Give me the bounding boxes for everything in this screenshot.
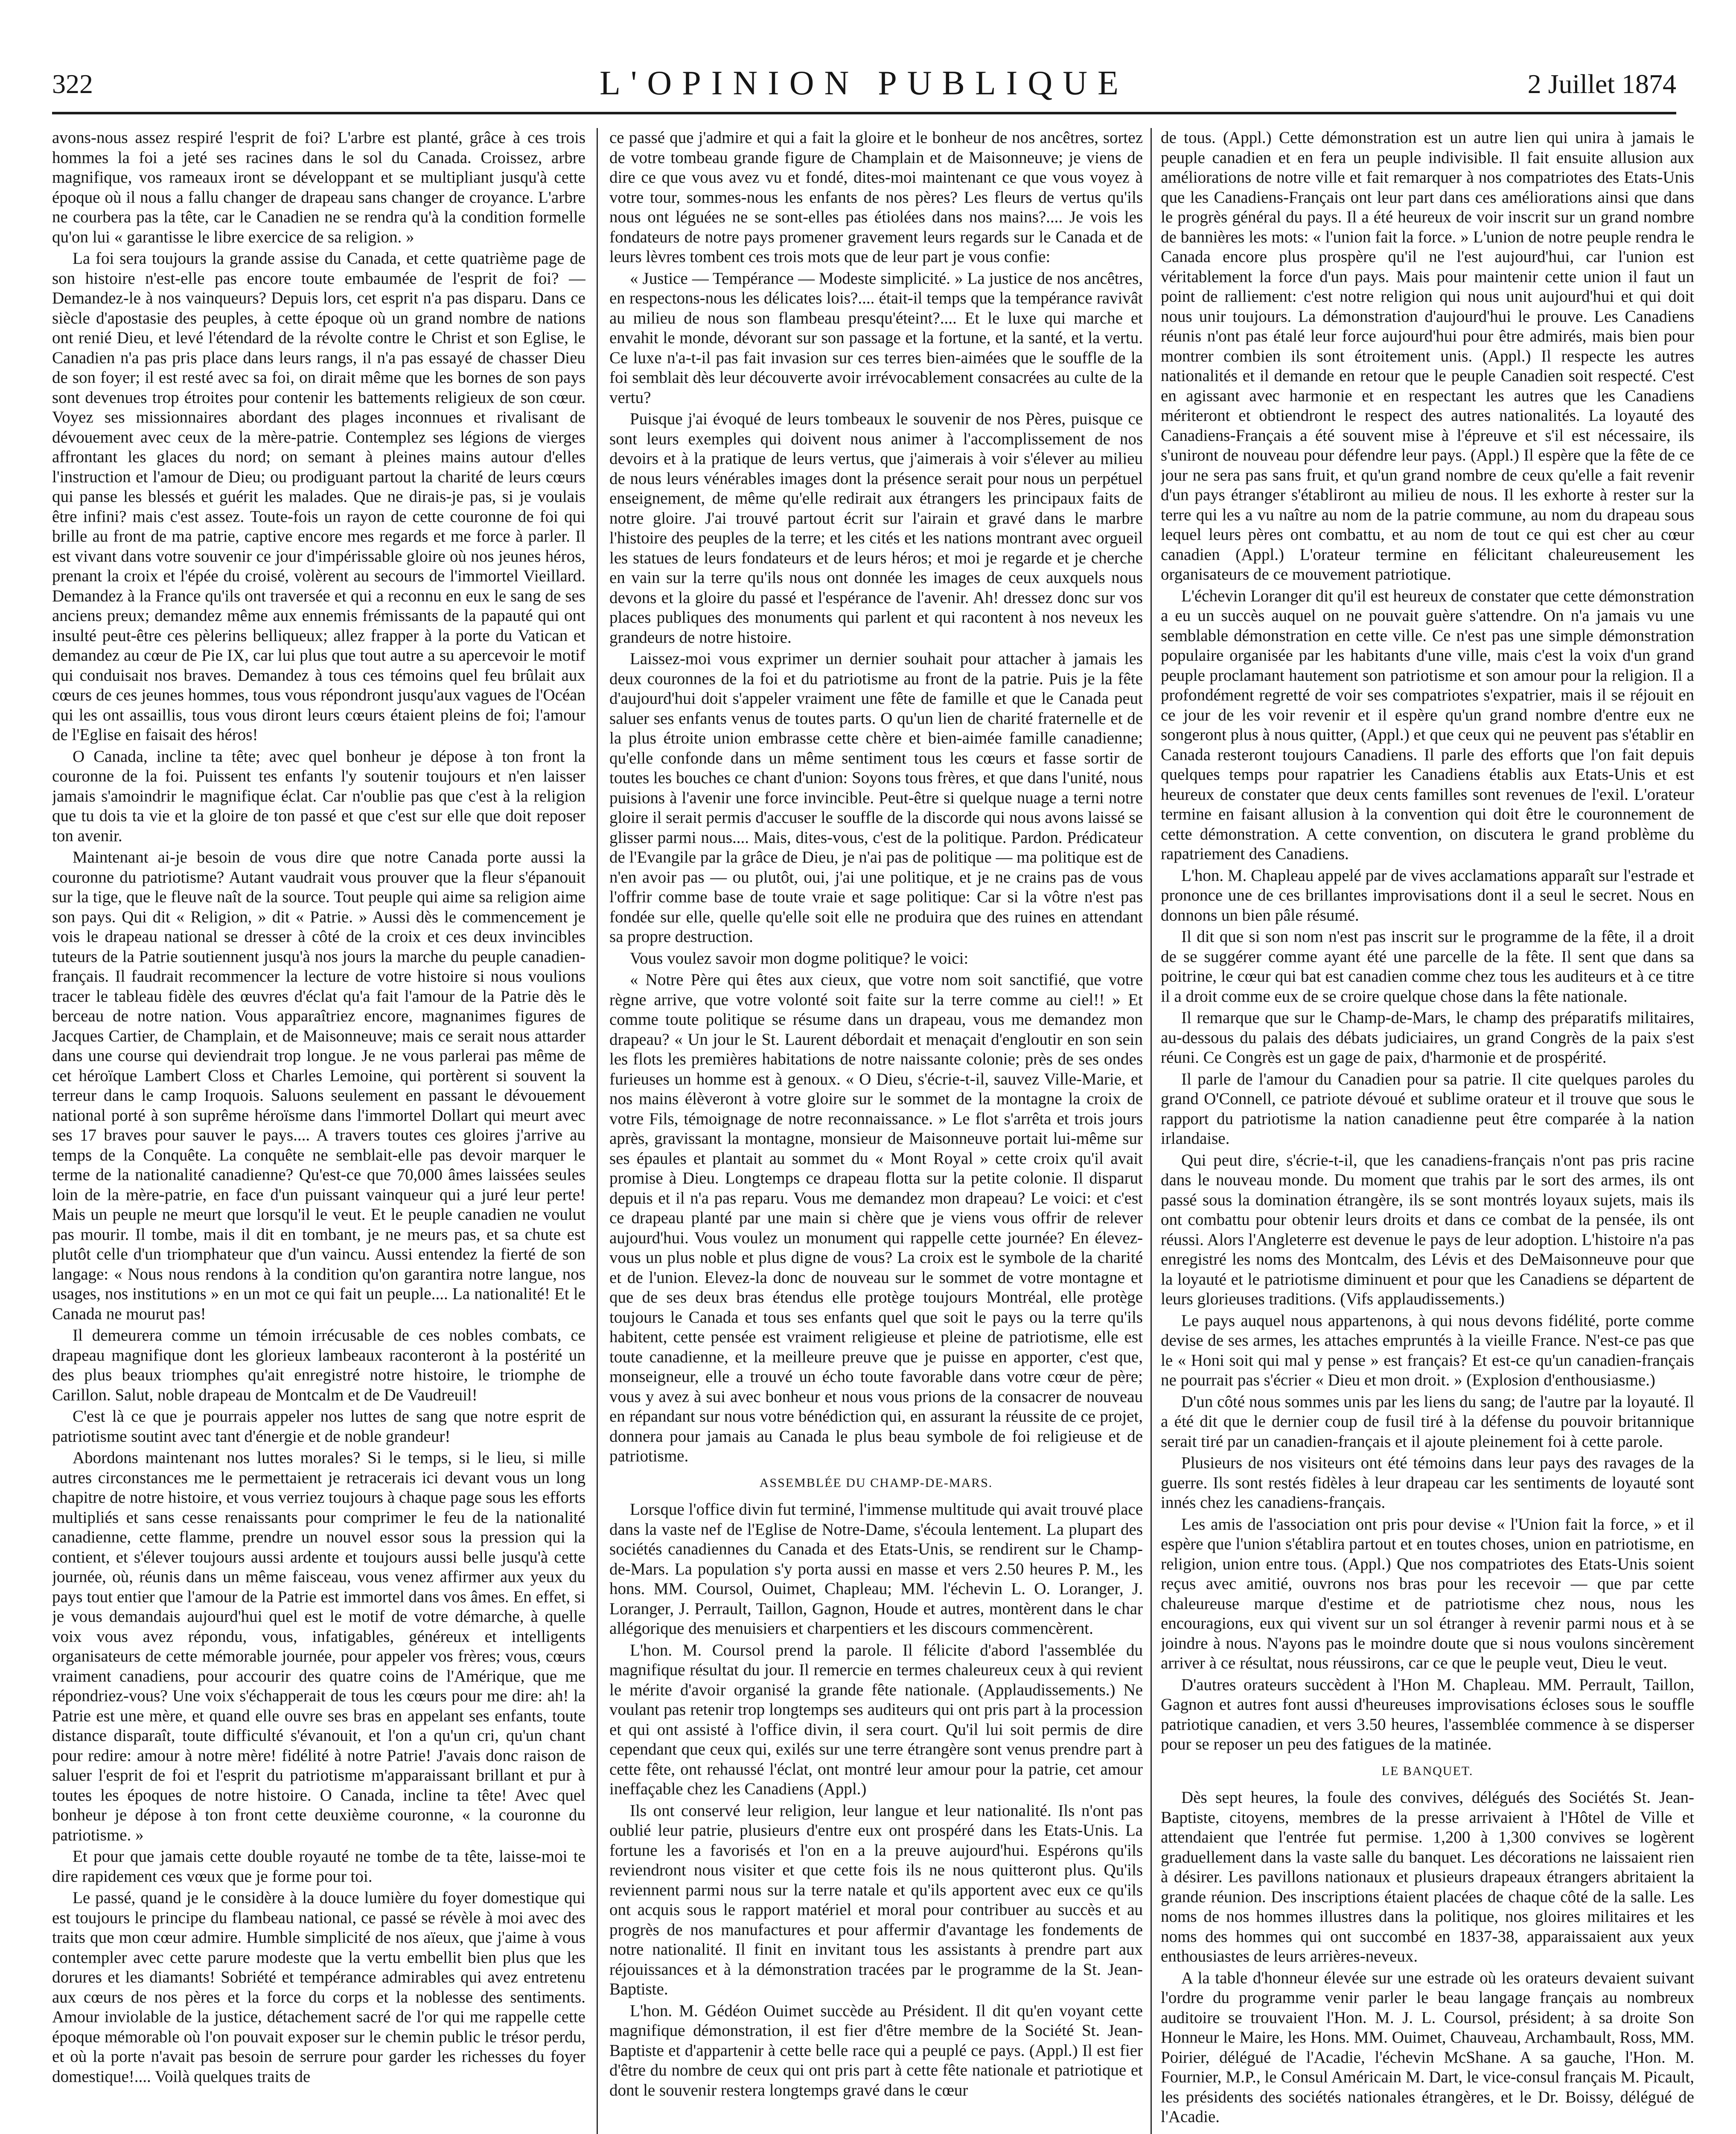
paragraph: Il parle de l'amour du Canadien pour sa patrie. Il cite quelques paroles du grand O'Connell, ce patriote dévoué et sublime orateur et il trouve que sous le rapport du patriotisme la nation canadienne peut être comparée à la nation irlandaise. [1161, 1070, 1694, 1148]
paragraph: ce passé que j'admire et qui a fait la gloire et le bonheur de nos ancêtres, sortez de votre tombeau grande figure de Champlain et de Maisonneuve; je viens de dire ce que vous avez vu et fondé, dites-moi maintenant ce que vous voyez à votre tour, sommes-nous les enfants de nos pères? Les fleurs de vertus qu'ils nous ont léguées ne se sont-elles pas étiolées dans nos mains?.... Je vois les fondateurs de notre pays promener gravement leurs regards sur le Canada et de leurs lèvres tombent ces trois mots que de leur part je vous confie: [609, 128, 1143, 266]
paragraph: Maintenant ai-je besoin de vous dire que notre Canada porte aussi la couronne du patriotisme? Autant vaudrait vous prouver que la fleur s'épanouit sur la tige, que le fleuve naît de la source. Tout peuple qui aime sa religion aime son pays. Qui dit « Religion, » dit « Patrie. » Aussi dès le commencement je vois le drapeau national se dresser à côté de la croix et ces deux invincibles tuteurs de la Patrie soutiennent jusqu'à nos jours la marche du peuple canadien-français. Il faudrait recommencer la lecture de votre histoire si nous voulions tracer le tableau fidèle des œuvres d'éclat qu'a fait l'amour de la Patrie dès le berceau de notre nation. Vous apparaîtriez encore, magnanimes figures de Jacques Cartier, de Champlain, et de Maisonneuve; mais ce serait nous attarder dans une course qui deviendrait trop longue. Je ne vous parlerai pas même de cet héroïque Lambert Closs et Charles Lemoine, qui portèrent si souvent la terreur dans le camp Iroquois. Saluons seulement en passant le dévouement national porté à son suprême héroïsme dans l'immortel Dollart qui meurt avec ses 17 braves pour sauver le pays.... A travers toutes ces gloires j'arrive au temps de la Conquête. La conquête ne semblait-elle pas devoir marquer le terme de la nationalité canadienne? Qu'est-ce que 70,000 âmes laissées seules loin de la mère-patrie, en face d'un puissant vainqueur qui a juré leur perte! Mais un peuple ne meurt que lorsqu'il le veut. Et le peuple canadien ne voulut pas mourir. Il tombe, mais il dit en tombant, je ne meurs pas, et sa chute est plutôt celle d'un triomphateur que d'un vaincu. Aussi entendez la fierté de son langage: « Nous nous rendons à la condition qu'on garantira notre langue, nos usages, nos institutions » en un mot ce qui fait un peuple.... La nationalité! Et le Canada ne mourut pas! [52, 848, 585, 1323]
paragraph: La foi sera toujours la grande assise du Canada, et cette quatrième page de son histoire n'est-elle pas encore toute embaumée de l'esprit de foi? — Demandez-le à nos vainqueurs? Depuis lors, cet esprit n'a pas disparu. Dans ce siècle d'apostasie des peuples, à cette époque où un grand nombre de nations ont renié Dieu, et levé l'étendard de la révolte contre le Christ et son Eglise, le Canadien n'a pas pris place dans leurs rangs, il n'a pas essayé de chasser Dieu de son foyer; il est resté avec sa foi, on dirait même que les bornes de son pays sont devenues trop étroites pour contenir les battements religieux de son cœur. Voyez ses missionnaires abordant des plages inconnues et rivalisant de dévouement avec ceux de la mère-patrie. Contemplez ses légions de vierges affrontant les glaces du nord; on semant à pleines mains autour d'elles l'instruction et l'amour de Dieu; ou prodiguant partout la charité de leurs cœurs qui panse les blessés et guérit les malades. Que ne dirais-je pas, si je voulais être infini? mais c'est assez. Toute-fois un rayon de cette couronne de foi qui brille au front de ma patrie, captive encore mes regards et me force à parler. Il est vivant dans votre souvenir ce jour d'impérissable gloire où nos jeunes héros, prenant la croix et l'épée du croisé, volèrent au secours de l'immortel Vieillard. Demandez à la France qu'ils ont traversée et qui a reconnu en eux le sang de ses anciens preux; demandez même aux ennemis frémissants de la papauté qui ont insulté peut-être ces pèlerins belliqueux; allez frapper à la porte du Vatican et demandez au cœur de Pie IX, car lui plus que tout autre a su apercevoir le motif qui conduisait nos braves. Demandez à tous ces témoins quel feu brûlait aux cœurs de ces jeunes hommes, tous vous répondront jusqu'aux vagues de l'Océan qui les ont assaillis, tous vous diront leurs cœurs étaient pleins de foi; l'amour de l'Eglise en faisait des héros! [52, 249, 585, 744]
column-3 [1161, 128, 1694, 2134]
paragraph: D'un côté nous sommes unis par les liens du sang; de l'autre par la loyauté. Il a été dit que le dernier coup de fusil tiré à la défense du pouvoir britannique serait tiré par un canadien-français et il ajoute pleinement foi à cette parole. [1161, 1392, 1694, 1451]
paragraph: Le pays auquel nous appartenons, à qui nous devons fidélité, porte comme devise de ses armes, les attaches empruntés à la vieille France. N'est-ce pas que le « Honi soit qui mal y pense » est français? Et est-ce qu'un canadien-français ne pourrait pas s'écrier « Dieu et mon droit. » (Explosion d'enthousiasme.) [1161, 1311, 1694, 1389]
paragraph: L'hon. M. Chapleau appelé par de vives acclamations apparaît sur l'estrade et prononce une de ces brillantes improvisations dont il a seul le secret. Nous en donnons un bien pâle résumé. [1161, 866, 1694, 924]
paragraph: Dès sept heures, la foule des convives, délégués des Sociétés St. Jean-Baptiste, citoyens, membres de la presse arrivaient à l'Hôtel de Ville et attendaient que l'entrée fut permise. 1,200 à 1,300 convives se logèrent graduellement dans la vaste salle du banquet. Les décorations ne laissaient rien à désirer. Les pavillons nationaux et plusieurs drapeaux étrangers abritaient la grande réunion. Des inscriptions étaient placées de chaque côté de la salle. Les noms de nos hommes illustres dans la politique, nos gloires militaires et les noms des hommes qui ont succombé en 1837-38, apparaissaient aux yeux enthousiastes de leurs arrières-neveux. [1161, 1788, 1694, 1965]
paragraph: Il remarque que sur le Champ-de-Mars, le champ des préparatifs militaires, au-dessous du palais des débats judiciaires, un grand Congrès de la paix s'est réuni. Ce Congrès est un gage de paix, d'harmonie et de prospérité. [1161, 1009, 1694, 1067]
page-header [52, 64, 1676, 111]
paragraph: Le passé, quand je le considère à la douce lumière du foyer domestique qui est toujours le principe du flambeau national, ce passé se révèle à moi avec des traits que mon cœur admire. Humble simplicité de nos aïeux, que j'aime à vous contempler avec cette parure modeste que la vertu embellit bien plus que les dorures et les diamants! Sobriété et tempérance admirables qui avez entretenu aux cœurs de nos pères et la force du corps et la noblesse des sentiments. Amour inviolable de la justice, détachement sacré de l'or qui me rappelle cette époque mémorable où l'on pouvait exposer sur le chemin public le trésor perdu, et où la porte n'avait pas besoin de serrure pour garder les richesses du foyer domestique!.... Voilà quelques traits de [52, 1889, 585, 2086]
paragraph: D'autres orateurs succèdent à l'Hon M. Chapleau. MM. Perrault, Taillon, Gagnon et autres font aussi d'heureuses improvisations écloses sous le souffle patriotique canadien, et vers 3.50 heures, l'assemblée commence à se disperser pour se reposer un peu des fatigues de la matinée. [1161, 1675, 1694, 1753]
paragraph: Ils ont conservé leur religion, leur langue et leur nationalité. Ils n'ont pas oublié leur patrie, plusieurs d'entre eux ont prospéré dans les Etats-Unis. La fortune les a favorisés et l'on en a la preuve aujourd'hui. Espérons qu'ils reviendront nous visiter et que cette fois ils ne nous quitteront plus. Qu'ils reviennent parmi nous sur la terre natale et qu'ils apportent avec eux ce qu'ils ont acquis sous le rapport matériel et moral pour contribuer au succès et au progrès de nos manufactures et pour affermir d'avantage les fondements de notre nationalité. Il finit en invitant tous les assistants à prendre part aux réjouissances et à la démonstration tracées par le programme de la St. Jean-Baptiste. [609, 1801, 1143, 1998]
paragraph: Lorsque l'office divin fut terminé, l'immense multitude qui avait trouvé place dans la vaste nef de l'Eglise de Notre-Dame, s'écoula lentement. La plupart des sociétés canadiennes du Canada et des Etats-Unis, se rendirent sur le Champ-de-Mars. La population s'y porta aussi en masse et vers 2.50 heures P. M., les hons. MM. Coursol, Ouimet, Chapleau; MM. l'échevin L. O. Loranger, J. Loranger, J. Perrault, Taillon, Gagnon, Houde et autres, montèrent dans le char allégorique des menuisiers et charpentiers et les discours commencèrent. [609, 1500, 1143, 1638]
newspaper-title: L'OPINION PUBLIQUE [600, 64, 1129, 102]
paragraph: Laissez-moi vous exprimer un dernier souhait pour attacher à jamais les deux couronnes de la foi et du patriotisme au front de la patrie. Puis je la fête d'aujourd'hui doit s'appeler vraiment une fête de famille et que le Canada peut saluer ses enfants venus de toutes parts. O qu'un lien de charité fraternelle et de la plus étroite union embrasse cette chère et bien-aimée famille canadienne; qu'elle confonde dans un même sentiment tous les cœurs et fasse sortir de toutes les bouches ce chant d'union: Soyons tous frères, et que dans l'unité, nous puisions à l'avenir une force invincible. Peut-être si quelque nuage a terni notre gloire il serait permis d'accuser le souffle de la discorde qui nous avons laissé se glisser parmi nous.... Mais, dites-vous, c'est de la politique. Pardon. Prédicateur de l'Evangile par la grâce de Dieu, je n'ai pas de politique — ma politique est de n'en avoir pas — ou plutôt, oui, j'ai une politique, et je ne crains pas de vous l'offrir comme base de toute vraie et sage politique: Car si la vôtre n'est pas fondée sur elle, quelle qu'elle soit elle ne produira que des ruines en attendant sa propre destruction. [609, 650, 1143, 946]
column-divider [1151, 128, 1152, 2134]
paragraph: Abordons maintenant nos luttes morales? Si le temps, si le lieu, si mille autres circonstances me le permettaient je retracerais ici devant vous un long chapitre de notre histoire, et vous verriez toujours à chaque page sous les efforts multipliés et sans cesse renaissants pour comprimer le feu de la nationalité canadienne, cette flamme, prendre un nouvel essor sous la pression qui la contient, et s'élever toujours aussi ardente et toujours aussi belle jusqu'à cette journée, où, réunis dans un même faisceau, vous venez affirmer aux yeux du pays tout entier que l'amour de la Patrie est immortel dans vos âmes. En effet, si je vous demandais aujourd'hui quel est le motif de votre démarche, à quelle voix vous avez répondu, vous, infatigables, généreux et intelligents organisateurs de cette mémorable journée, pour appeler vos frères; vous, cœurs vraiment canadiens, pour accourir des quatre coins de l'Amérique, que me répondriez-vous? Une voix s'échapperait de tous les cœurs pour me dire: ah! la Patrie est une mère, et quand elle ouvre ses bras en appelant ses enfants, toute distance disparaît, toute difficulté s'évanouit, et l'on a qu'un cri, qu'un chant pour redire: amour à notre mère! fidélité à notre Patrie! J'avais donc raison de saluer l'esprit de foi et l'esprit du patriotisme m'apparaissant brillant et pur à toutes les époques de notre histoire. O Canada, incline ta tête! Avec quel bonheur je dépose à ton front cette deuxième couronne, « la couronne du patriotisme. » [52, 1449, 585, 1844]
paragraph: avons-nous assez respiré l'esprit de foi? L'arbre est planté, grâce à ces trois hommes la foi a jeté ses racines dans le sol du Canada. Croissez, arbre magnifique, vos rameaux iront se développant et se multipliant jusqu'à cette époque où il nous a fallu changer de drapeau sans changer de croyance. L'arbre ne courbera pas la tête, car le Canadien ne se rendra qu'à la condition formelle qu'on lui « garantisse le libre exercice de sa religion. » [52, 128, 585, 246]
header-rule [52, 112, 1676, 114]
paragraph: Il dit que si son nom n'est pas inscrit sur le programme de la fête, il a droit de se suggérer comme ayant été une parcelle de la fête. Il sent que dans sa poitrine, le cœur qui bat est canadien comme chez tous les auditeurs et à ce titre il a droit comme eux de se croire quelque chose dans la fête nationale. [1161, 927, 1694, 1006]
paragraph: Et pour que jamais cette double royauté ne tombe de ta tête, laisse-moi te dire rapidement ces vœux que je forme pour toi. [52, 1847, 585, 1886]
column-1 [52, 128, 585, 2134]
paragraph: Qui peut dire, s'écrie-t-il, que les canadiens-français n'ont pas pris racine dans le nouveau monde. Du moment que trahis par le sort des armes, ils ont passé sous la domination étrangère, ils se sont montrés loyaux sujets, mais ils ont combattu pour obtenir leurs droits et dans ce combat de la pensée, ils ont réussi. Alors l'Angleterre est devenue le pays de leur adoption. L'histoire n'a pas enregistré les noms des Montcalm, des Lévis et des DeMaisonneuve pour que la loyauté et le patriotisme diminuent et pour que les Canadiens se départent de leurs glorieuses traditions. (Vifs applaudissements.) [1161, 1151, 1694, 1308]
section-heading: ASSEMBLÉE DU CHAMP-DE-MARS. [759, 1475, 993, 1490]
paragraph: C'est là ce que je pourrais appeler nos luttes de sang que notre esprit de patriotisme soutint avec tant d'énergie et de noble grandeur! [52, 1407, 585, 1446]
column-2 [609, 128, 1143, 2134]
section-heading: LE BANQUET. [1381, 1764, 1474, 1778]
issue-date: 2 Juillet 1874 [1527, 69, 1676, 99]
paragraph: « Justice — Tempérance — Modeste simplicité. » La justice de nos ancêtres, en respectons-nous les délicates lois?.... était-il temps que la tempérance ravivât au milieu de nous son flambeau presqu'éteint?.... Et le luxe qui marche et envahit le monde, dévorant sur son passage et la fortune, et la santé, et la vertu. Ce luxe n'a-t-il pas fait invasion sur ces terres bien-aimées que le souffle de la foi semblait dès leur découverte avoir irrévocablement consacrées au culte de la vertu? [609, 269, 1143, 407]
paragraph: Vous voulez savoir mon dogme politique? le voici: [630, 949, 969, 968]
paragraph: O Canada, incline ta tête; avec quel bonheur je dépose à ton front la couronne de la foi. Puissent tes enfants l'y soutenir toujours et n'en laisser jamais s'amoindrir le magnifique éclat. Car n'oublie pas que c'est à la religion que tu dois ta vie et la gloire de ton passé et que c'est sur elle que doit reposer ton avenir. [52, 747, 585, 845]
paragraph: A la table d'honneur élevée sur une estrade où les orateurs devaient suivant l'ordre du programme venir parler le beau langage français au nombreux auditoire se trouvaient l'Hon. M. J. L. Coursol, président; à sa droite Son Honneur le Maire, les Hons. MM. Ouimet, Chauveau, Archambault, Ross, MM. Poirier, délégué de l'Acadie, l'échevin McShane. A sa gauche, l'Hon. M. Fournier, M.P., le Consul Américain M. Dart, le vice-consul français M. Picault, les présidents des sociétés nationales étrangères, et le Dr. Boissy, délégué de l'Acadie. [1161, 1968, 1694, 2126]
paragraph: L'hon. M. Coursol prend la parole. Il félicite d'abord l'assemblée du magnifique résultat du jour. Il remercie en termes chaleureux ceux à qui revient le mérite d'avoir organisé la grande fête nationale. (Applaudissements.) Ne voulant pas retenir trop longtemps ses auditeurs qui ont pris part à la procession et qui ont assisté à l'office divin, il sera court. Qu'il lui soit permis de dire cependant que ceux qui, exilés sur une terre étrangère sont venus prendre part à cette fête, ont rehaussé l'éclat, ont montré leur amour pour la patrie, cet amour ineffaçable chez les Canadiens (Appl.) [609, 1641, 1143, 1798]
column-divider [597, 128, 598, 2134]
paragraph: de tous. (Appl.) Cette démonstration est un autre lien qui unira à jamais le peuple canadien et en fera un peuple indivisible. Il fait ensuite allusion aux améliorations de notre ville et fait remarquer à nos compatriotes des Etats-Unis que les Canadiens-Français ont leur part dans ces améliorations ainsi que dans le progrès général du pays. Il a été heureux de voir inscrit sur un grand nombre de bannières les mots: « l'union fait la force. » L'union de notre peuple rendra le Canada encore plus prospère qu'il ne l'est aujourd'hui, car l'union est véritablement la force d'un pays. Mais pour maintenir cette union il faut un point de ralliement: c'est notre religion qui nous unit aujourd'hui et qui doit nous unir toujours. La démonstration d'aujourd'hui le prouve. Les Canadiens réunis n'ont pas étalé leur force aujourd'hui pour être admirés, mais bien pour montrer combien ils sont étroitement unis. (Appl.) Il respecte les autres nationalités et il demande en retour que le peuple Canadien soit respecté. C'est en agissant avec harmonie et en respectant les autres que les Canadiens mériteront et obtiendront le respect des autres nationalités. La loyauté des Canadiens-Français a été souvent mise à l'épreuve et s'il est nécessaire, ils s'uniront de nouveau pour défendre leur pays. (Appl.) Il espère que la fête de ce jour ne sera pas sans fruit, et qu'un grand nombre de ceux qu'elle a fait revenir d'un pays étranger s'établiront au milieu de nous. Il les exhorte à rester sur la terre qui les a vu naître au nom de la patrie commune, au nom du drapeau sous lequel leurs pères ont combattu, et au nom de tout ce qui est cher au cœur canadien (Appl.) L'orateur termine en félicitant chaleureusement les organisateurs de ce mouvement patriotique. [1161, 128, 1694, 583]
paragraph: Les amis de l'association ont pris pour devise « l'Union fait la force, » et il espère que l'union s'établira partout et en toutes choses, union en patriotisme, en religion, union entre tous. (Appl.) Que nos compatriotes des Etats-Unis soient reçus avec amitié, ouvrons nos bras pour les recevoir — que par cette chaleureuse marque d'estime et de patriotisme chez nous, nous les encouragions, eux qui vivent sur un sol étranger à revenir parmi nous et à se joindre à nous. N'ayons pas le moindre doute que si nous voulons sincèrement arriver à ce résultat, nous réussirons, car ce que le peuple veut, Dieu le veut. [1161, 1515, 1694, 1672]
paragraph: Il demeurera comme un témoin irrécusable de ces nobles combats, ce drapeau magnifique dont les glorieux lambeaux raconteront à la postérité un des plus beaux triomphes qu'ait enregistré notre histoire, le triomphe de Carillon. Salut, noble drapeau de Montcalm et de De Vaudreuil! [52, 1326, 585, 1404]
paragraph: L'hon. M. Gédéon Ouimet succède au Président. Il dit qu'en voyant cette magnifique démonstration, il est fier d'être membre de la Société St. Jean-Baptiste et d'appartenir à cette belle race qui a peuplé ce pays. (Appl.) Il est fier d'être du nombre de ceux qui ont pris part à cette fête nationale et patriotique et dont le souvenir restera longtemps gravé dans le cœur [609, 2001, 1143, 2099]
paragraph: Plusieurs de nos visiteurs ont été témoins dans leur pays des ravages de la guerre. Ils sont restés fidèles à leur drapeau car les sentiments de loyauté sont innés chez les canadiens-français. [1161, 1454, 1694, 1512]
paragraph: L'échevin Loranger dit qu'il est heureux de constater que cette démonstration a eu un succès auquel on ne pouvait guère s'attendre. On n'a jamais vu une semblable démonstration en cette ville. Ce n'est pas une simple démonstration populaire organisée par les habitants d'une ville, mais c'est la voix d'un grand peuple proclamant hautement son patriotisme et son amour pour la religion. Il a profondément regretté de voir ses compatriotes s'expatrier, mais il se réjouit en ce jour de les voir revenir et il espère qu'un grand nombre d'entre eux ne songeront plus à nous quitter, (Appl.) et que ceux qui ne peuvent pas s'établir en Canada resteront toujours Canadiens. Il parle des efforts que l'on fait depuis quelques temps pour rapatrier les Canadiens établis aux Etats-Unis et est heureux de constater que deux cents familles sont revenues de l'exil. L'orateur termine en faisant allusion à la convention qui doit être le couronnement de cette démonstration. A cette convention, on discutera le grand problème du rapatriement des Canadiens. [1161, 586, 1694, 863]
paragraph: Puisque j'ai évoqué de leurs tombeaux le souvenir de nos Pères, puisque ce sont leurs exemples qui doivent nous animer à l'accomplissement de nos devoirs et à la pratique de leurs vertus, que j'aimerais à voir s'élever au milieu de nous leurs vénérables images dont la présence serait pour nous un perpétuel enseignement, de même qu'elle redirait aux étrangers les principaux faits de notre gloire. J'ai trouvé partout écrit sur l'airain et gravé dans le marbre l'histoire des peuples de la terre; et les cités et les nations montrant avec orgueil les statues de leurs fondateurs et de leurs héros; et moi je regarde et je cherche en vain sur la terre qu'ils nous ont donnée les images de ceux auxquels nous devons et la gloire du passé et l'espérance de l'avenir. Ah! dressez donc sur vos places publiques des monuments qui parlent et qui racontent à nos neveux les grandeurs de notre histoire. [609, 410, 1143, 647]
paragraph: « Notre Père qui êtes aux cieux, que votre nom soit sanctifié, que votre règne arrive, que votre volonté soit faite sur la terre comme au ciel!! » Et comme toute politique se résume dans un drapeau, vous me demandez mon drapeau? « Un jour le St. Laurent débordait et menaçait d'engloutir en son sein les flots les premières habitations de notre naissante colonie; près de ses ondes furieuses un homme est à genoux. « O Dieu, s'écrie-t-il, sauvez Ville-Marie, et nos mains élèveront à votre gloire sur le sommet de la montagne la croix de votre Fils, témoignage de notre reconnaissance. » Le flot s'arrêta et trois jours après, gravissant la montagne, monsieur de Maisonneuve portait lui-même sur ses épaules et plantait au sommet du « Mont Royal » cette croix qu'il avait promise à Dieu. Longtemps ce drapeau flotta sur la petite colonie. Il disparut depuis et il n'a pas reparu. Vous me demandez mon drapeau? Le voici: et c'est ce drapeau planté par une main si chère que je viens vous offrir de relever aujourd'hui. Vous voulez un monument qui rappelle cette journée? En élevez-vous un plus noble et plus digne de vous? La croix est le symbole de la charité et de l'union. Elevez-la donc de nouveau sur le sommet de votre montagne et que de ses deux bras étendus elle protège toujours Montréal, elle protège toujours le Canada et tous ses enfants quel que soit le pays ou la terre qu'ils habitent, cette pensée est vraiment religieuse et pleine de patriotisme, elle est toute canadienne, et la meilleure preuve que je puisse en apporter, c'est que, monseigneur, elle a trouvé un écho toute favorable dans votre cœur de père; vous y avez à sui avec bonheur et nous vous prions de la consacrer de nouveau en répandant sur nous votre bénédiction qui, en assurant la réussite de ce projet, donnera pour jamais au Canada le plus beau symbole de foi religieuse et de patriotisme. [609, 971, 1143, 1465]
page-number: 322 [52, 69, 93, 99]
